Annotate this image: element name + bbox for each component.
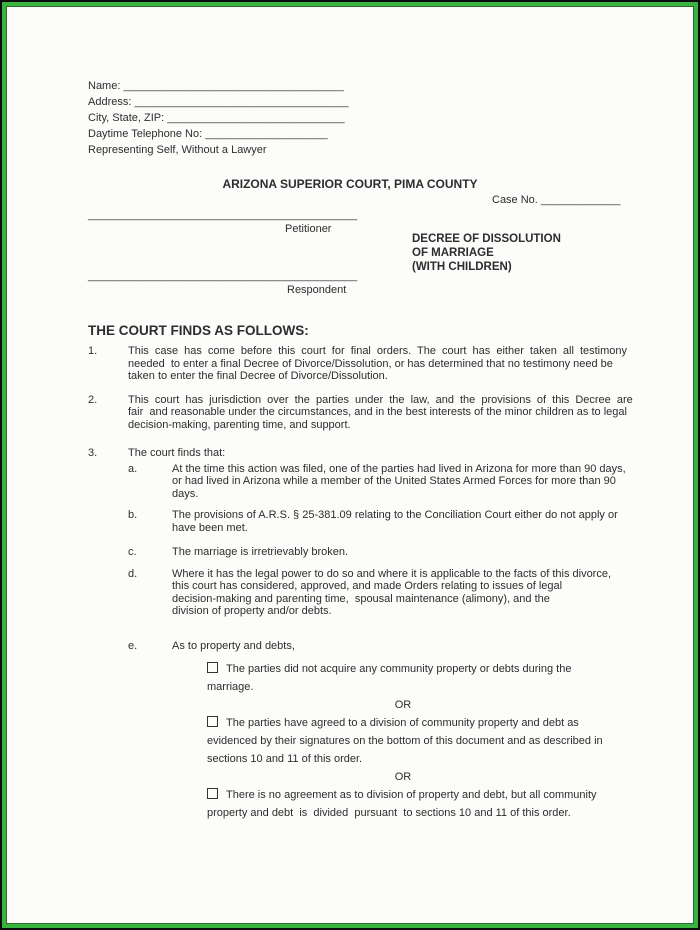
sub-item-line: The marriage is irretrievably broken. bbox=[172, 546, 349, 558]
sub-item-line: As to property and debts, bbox=[172, 639, 295, 652]
sub-item-line: or had lived in Arizona while a member of the United States Armed Forces for more than 90 bbox=[172, 475, 616, 487]
finding-item-2 bbox=[88, 394, 693, 432]
option-no-agreement bbox=[207, 786, 599, 822]
city-state-zip-label: City, State, ZIP: bbox=[88, 112, 168, 124]
address-field-blank[interactable]: ___________________________________ bbox=[134, 96, 349, 108]
sub-item-text bbox=[172, 463, 632, 501]
option-no-community-property bbox=[207, 660, 599, 696]
item-number: 2. bbox=[88, 393, 98, 406]
phone-field bbox=[88, 126, 693, 142]
option-agreed-division bbox=[207, 714, 603, 768]
or-separator: OR bbox=[394, 771, 412, 783]
sub-item-e bbox=[128, 640, 693, 653]
item-text-line: This case has come before this court for final orders. The court has either taken all testimony bbox=[128, 345, 628, 357]
page-content bbox=[7, 7, 693, 923]
case-number-field bbox=[492, 192, 693, 208]
respondent-label: Respondent bbox=[287, 284, 347, 296]
sub-item-line: decision-making and parenting time, spousal maintenance (alimony), and the bbox=[172, 592, 550, 605]
city-state-zip-blank[interactable]: _____________________________ bbox=[167, 112, 345, 124]
item-text bbox=[128, 345, 640, 383]
option-first-line bbox=[207, 660, 599, 678]
sub-item-text bbox=[172, 546, 632, 559]
item-text-line: decision-making, parenting time, and support. bbox=[128, 418, 351, 431]
option-line: sections 10 and 11 of this order. bbox=[207, 753, 363, 765]
sub-item-letter: d. bbox=[128, 567, 138, 580]
option-line: marriage. bbox=[207, 681, 254, 693]
document-page bbox=[6, 6, 694, 924]
case-number-blank[interactable]: _____________ bbox=[540, 194, 621, 206]
or-separator: OR bbox=[394, 699, 412, 711]
item-intro: The court finds that: bbox=[128, 447, 226, 459]
item-text-line: taken to enter the final Decree of Divorce/Dissolution. bbox=[128, 370, 388, 382]
option-text: There is no agreement as to division of property and debt, but all community bbox=[226, 789, 597, 801]
decree-title bbox=[412, 232, 561, 274]
sub-item-a bbox=[128, 463, 693, 501]
option-line: evidenced by their signatures on the bottom of this document and as described in bbox=[207, 735, 603, 747]
name-field-blank[interactable]: ____________________________________ bbox=[123, 80, 344, 92]
petitioner-name-line[interactable]: ____________________________________________ bbox=[88, 209, 358, 221]
address-field-label: Address: bbox=[88, 96, 135, 108]
petitioner-label: Petitioner bbox=[285, 223, 332, 235]
sub-item-letter: e. bbox=[128, 639, 138, 652]
sub-item-line: At the time this action was filed, one of the parties had lived in Arizona for more than 90 days, bbox=[172, 462, 626, 475]
item-text bbox=[128, 447, 640, 460]
self-representation-note: Representing Self, Without a Lawyer bbox=[88, 144, 267, 156]
item-text bbox=[128, 394, 640, 432]
city-state-zip-field bbox=[88, 110, 693, 126]
finding-item-3 bbox=[88, 447, 693, 460]
sub-item-letter: b. bbox=[128, 509, 138, 521]
item-text-line: This court has jurisdiction over the parties under the law, and the provisions of this Decree are bbox=[128, 393, 633, 406]
sub-item-line: days. bbox=[172, 487, 199, 500]
name-field-label: Name: bbox=[88, 80, 124, 92]
sub-item-b bbox=[128, 509, 693, 534]
sub-item-text bbox=[172, 568, 632, 618]
decree-title-line2: OF MARRIAGE bbox=[412, 247, 494, 259]
sub-item-c bbox=[128, 546, 693, 559]
decree-title-line1: DECREE OF DISSOLUTION bbox=[412, 233, 561, 245]
item-number: 1. bbox=[88, 345, 98, 357]
address-field bbox=[88, 94, 693, 110]
checkbox-icon[interactable] bbox=[207, 662, 218, 673]
checkbox-icon[interactable] bbox=[207, 716, 218, 727]
phone-field-blank[interactable]: ____________________ bbox=[205, 128, 328, 140]
respondent-name-line[interactable]: ____________________________________________ bbox=[88, 270, 358, 282]
option-first-line bbox=[207, 786, 599, 804]
sub-item-text bbox=[172, 509, 632, 534]
case-number-label: Case No. bbox=[492, 194, 541, 206]
sub-item-line: The provisions of A.R.S. § 25-381.09 relating to the Conciliation Court either do not apply or bbox=[172, 509, 618, 521]
sub-item-d bbox=[128, 568, 693, 618]
sub-item-letter: c. bbox=[128, 546, 137, 558]
property-options bbox=[207, 660, 603, 822]
sub-item-line: division of property and/or debts. bbox=[172, 605, 332, 617]
sub-item-line: Where it has the legal power to do so and where it is applicable to the facts of this divorce, bbox=[172, 567, 612, 580]
sub-item-letter: a. bbox=[128, 462, 138, 475]
party-info-header bbox=[7, 7, 693, 158]
court-title: ARIZONA SUPERIOR COURT, PIMA COUNTY bbox=[222, 177, 478, 191]
finding-item-1 bbox=[88, 345, 693, 383]
phone-field-label: Daytime Telephone No: bbox=[88, 128, 206, 140]
findings-heading: THE COURT FINDS AS FOLLOWS: bbox=[88, 323, 309, 338]
case-caption bbox=[88, 208, 648, 300]
option-text: The parties did not acquire any community property or debts during the bbox=[226, 663, 572, 675]
option-line: property and debt is divided pursuant to sections 10 and 11 of this order. bbox=[207, 807, 571, 819]
sub-item-line: this court has considered, approved, and made Orders relating to issues of legal bbox=[172, 580, 563, 592]
item-number: 3. bbox=[88, 447, 98, 459]
name-field bbox=[88, 78, 693, 94]
item-text-line: needed to enter a final Decree of Divorce/Dissolution, or has determined that no testimony need be bbox=[128, 357, 613, 370]
item-text-line: fair and reasonable under the circumstances, and in the best interests of the minor children as to legal bbox=[128, 406, 627, 418]
sub-item-text bbox=[172, 640, 632, 653]
checkbox-icon[interactable] bbox=[207, 788, 218, 799]
option-first-line bbox=[207, 714, 599, 732]
decree-title-line3: (WITH CHILDREN) bbox=[412, 261, 512, 273]
option-text: The parties have agreed to a division of community property and debt as bbox=[226, 717, 579, 729]
sub-item-line: have been met. bbox=[172, 521, 248, 534]
